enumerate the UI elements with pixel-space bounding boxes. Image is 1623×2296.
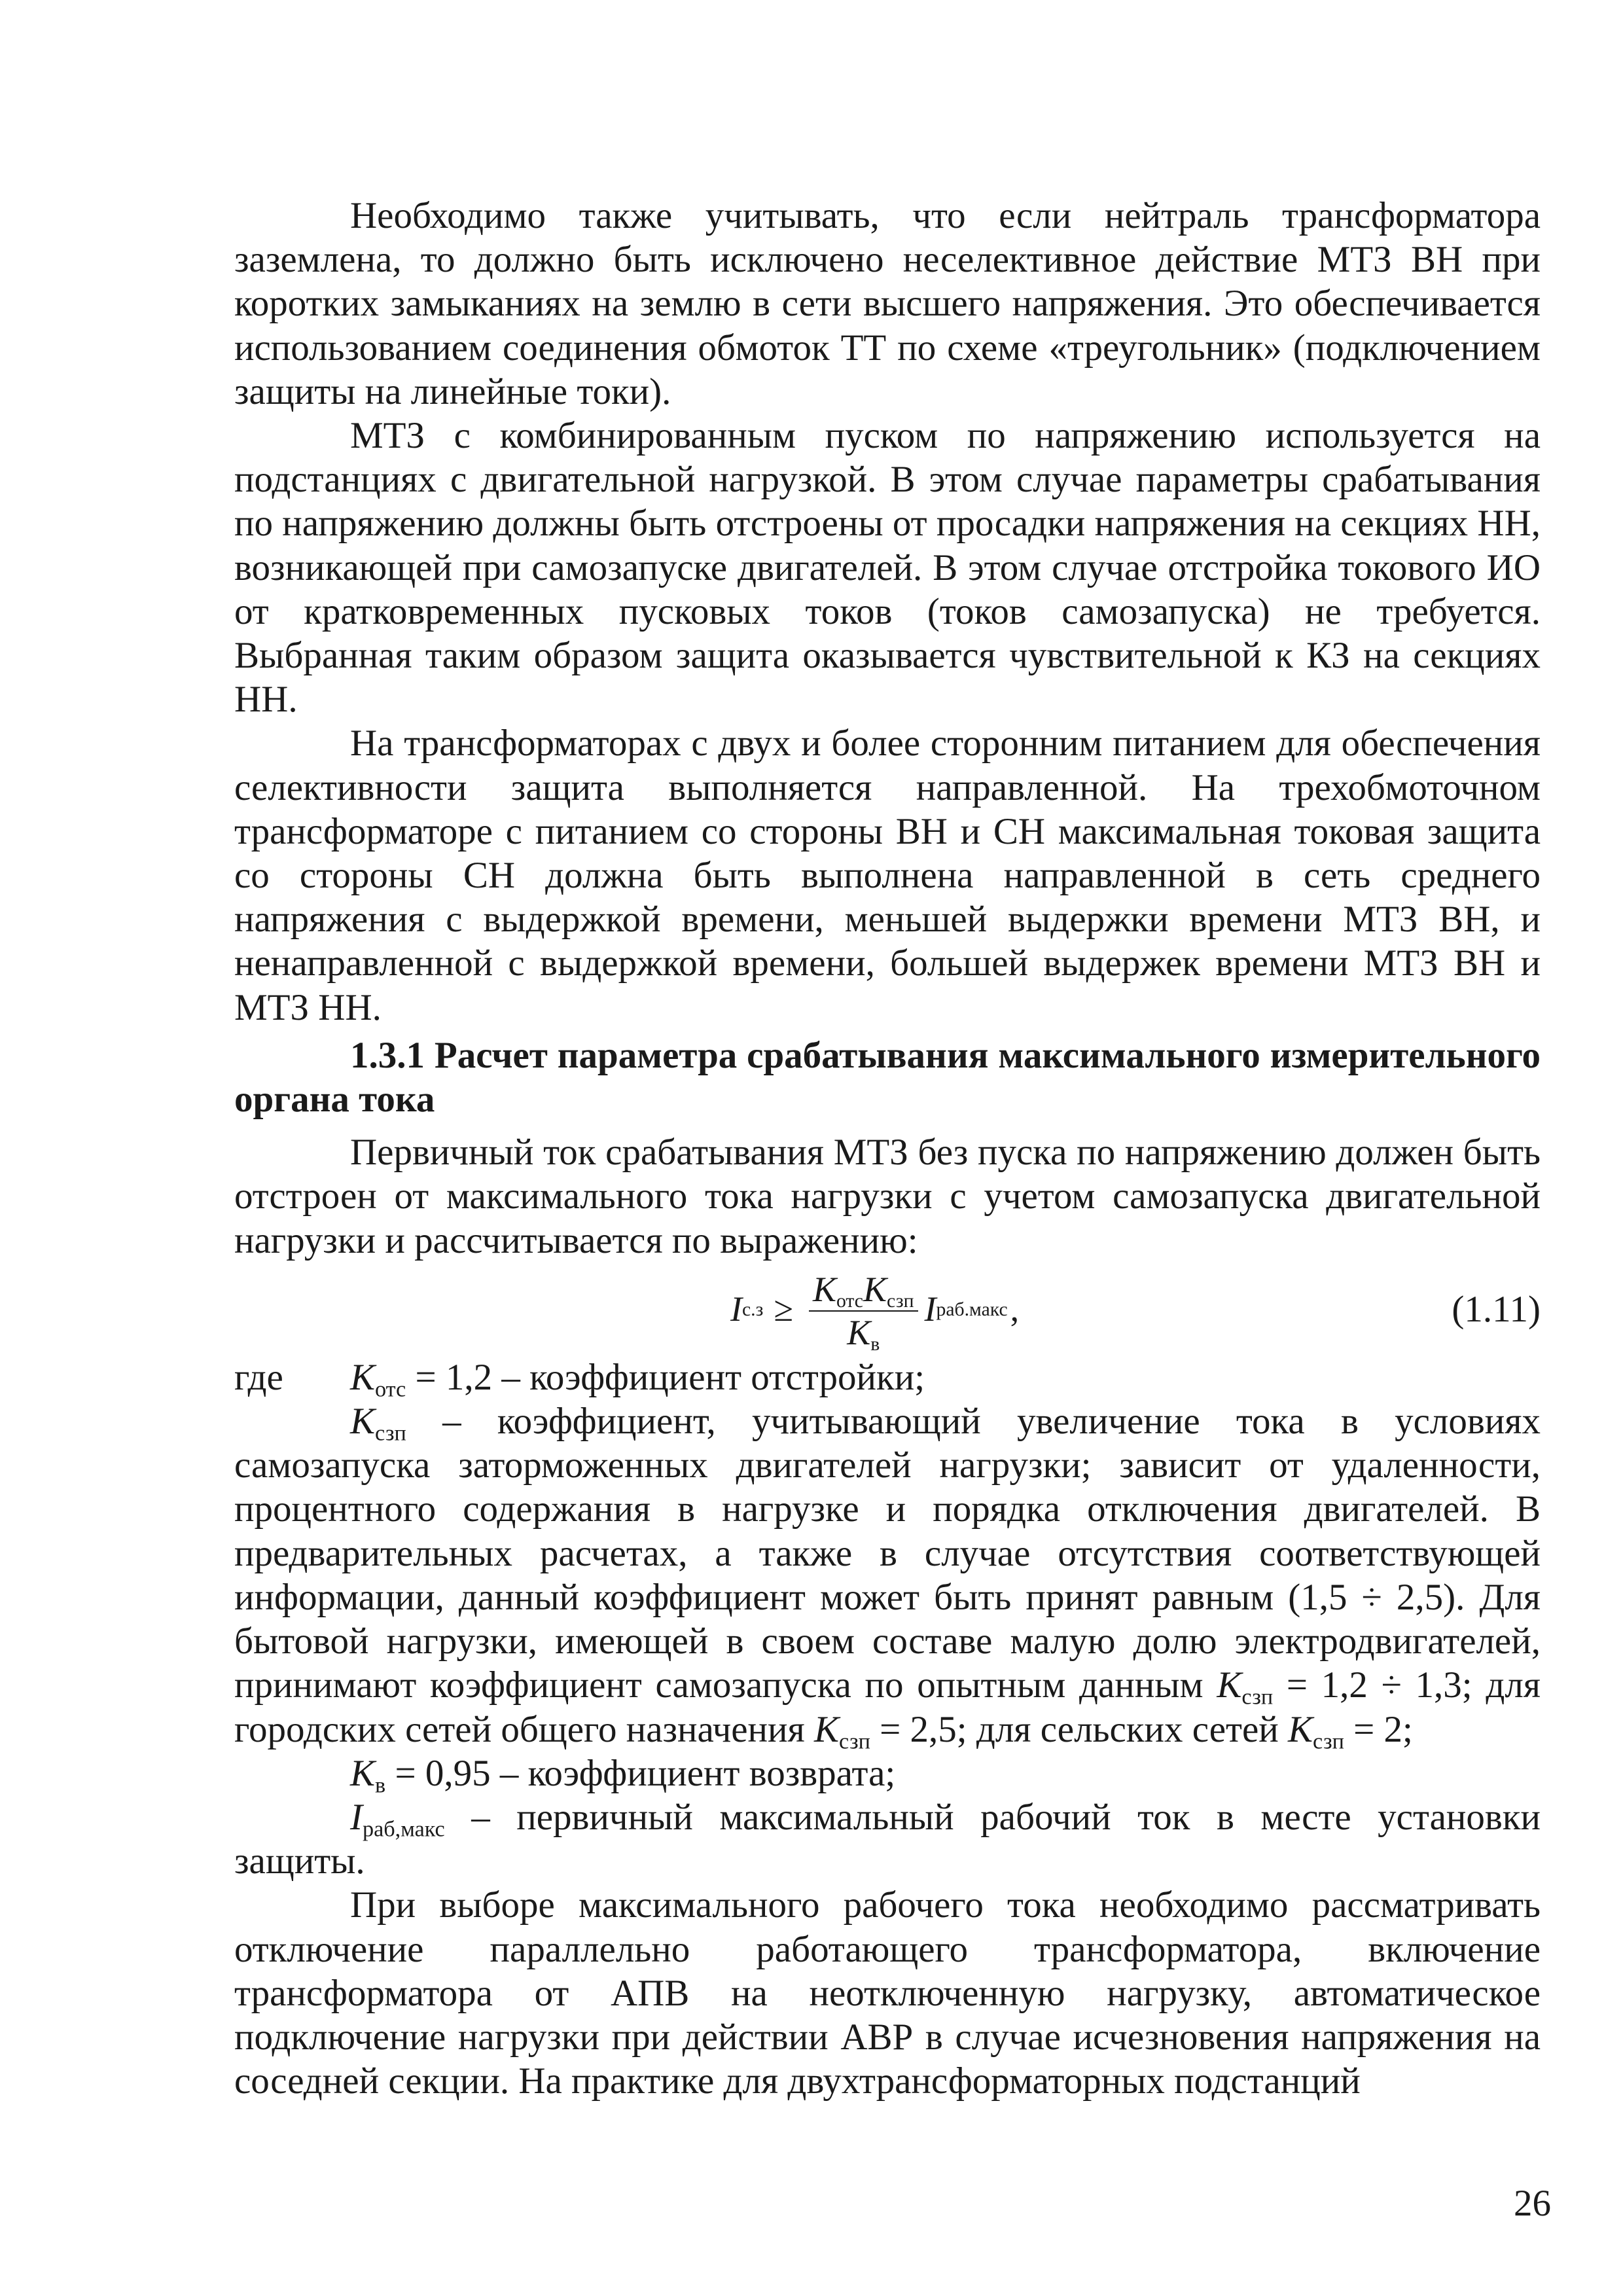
formula-1-11: I с.з ≥ $\frac{K_{отс}K_{сзп}}{K_в}$ I раб.макс , [730,1269,1020,1355]
equation-number: (1.11) [1452,1289,1541,1331]
section-heading: 1.3.1 Расчет параметра срабатывания максимального измерительного органа тока [234,1034,1541,1121]
paragraph-max-working-current: При выборе максимального рабочего тока необходимо рассматривать отключение параллельно работающего трансформатора, включение трансформатора от АПВ на неотключенную нагрузку, автоматическое подключение нагрузки при действии АВР в случае исчезновения напряжения на соседней секции. На практике для двухтрансформаторных подстанций [234,1884,1541,2102]
formula-relation: ≥ [774,1289,793,1329]
where-label: где [234,1356,283,1398]
definition-kv: $K_в = 0,95$ – коэффициент возврата; [350,1752,896,1797]
page-number: 26 [1514,2183,1551,2224]
paragraph-neutral-grounding: Необходимо также учитывать, что если нейтраль трансформатора заземлена, то должно быть исключено неселективное действие МТЗ ВН при коротких замыканиях на землю в сети высшего напряжения. Это обеспечивается использованием соединения обмоток ТТ по схеме «треугольник» (подключением защиты на линейные токи). [234,195,1541,412]
formula-numerator: $K_{отс}K_{сзп}$ [809,1271,918,1312]
formula-rhs: I [924,1289,936,1329]
definition-irab: $I_{раб,макс}$ – первичный максимальный рабочий ток в месте установки защиты. [234,1796,1541,1882]
paragraph-directional-protection: На трансформаторах с двух и более сторонним питанием для обеспечения селективности защита выполняется направленной. На трехобмоточном трансформаторе с питанием со стороны ВН и СН максимальная токовая защита со стороны СН должна быть выполнена направленной в сеть среднего напряжения с выдержкой времени, меньшей выдержки времени МТЗ ВН, и ненаправленной с выдержкой времени, большей выдержек времени МТЗ ВН и МТЗ НН. [234,723,1541,1028]
page-body [234,194,1541,2103]
formula-denominator: $K_в$ [847,1312,880,1355]
definition-kots: где $K_{отс} = 1,2$ – коэффициент отстройки; [234,1356,925,1402]
paragraph-combined-start: МТЗ с комбинированным пуском по напряжению используется на подстанциях с двигательной нагрузкой. В этом случае параметры срабатывания по напряжению должны быть отстроены от просадки напряжения на секциях НН, возникающей при самозапуске двигателей. В этом случае отстройка токового ИО от кратковременных пусковых токов (токов самозапуска) не требуется. Выбранная таким образом защита оказывается чувствительной к КЗ на секциях НН. [234,415,1541,721]
definition-kszp: $K_{сзп}$ – коэффициент, учитывающий увеличение тока в условиях самозапуска заторможенных двигателей нагрузки; зависит от удаленности, процентного содержания в нагрузке и порядка отключения двигателей. В предварительных расчетах, а также в случае отсутствия соответствующей информации, данный коэффициент может быть принят равным (1,5 ÷ 2,5). Для бытовой нагрузки, имеющей в своем составе малую долю электродвигателей, принимают коэффициент самозапуска по опытным данным $K_{сзп} = 1,2 \div 1,3$; для городских сетей общего назначения $K_{сзп} = 2,5$; для сельских сетей $K_{сзп} = 2$; [234,1401,1541,1753]
formula-lhs: I [730,1289,742,1329]
formula-comma: , [1010,1289,1020,1329]
paragraph-formula-intro: Первичный ток срабатывания МТЗ без пуска по напряжению должен быть отстроен от максимального тока нагрузки с учетом самозапуска двигательной нагрузки и рассчитывается по выражению: [234,1132,1541,1261]
formula-fraction [809,1269,918,1355]
formula-block [234,1264,1541,1355]
